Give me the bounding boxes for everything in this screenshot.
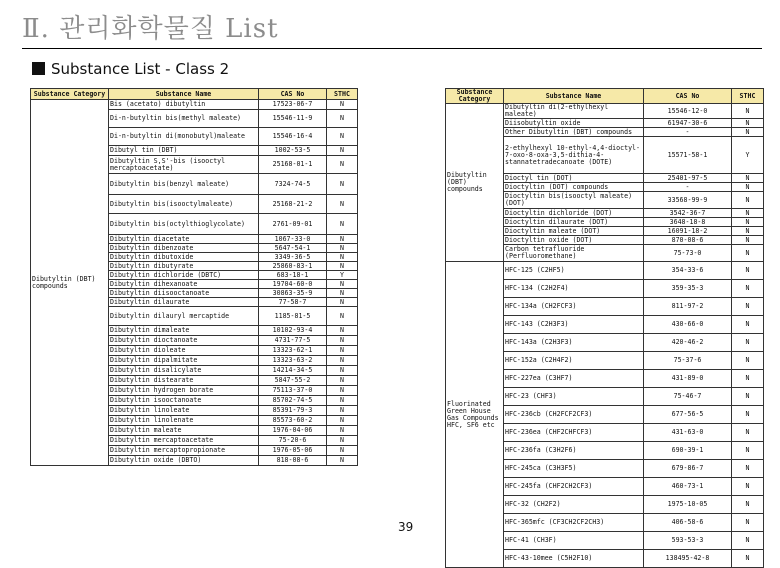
substance-name: Dibutyltin di(2-ethylhexyl maleate)	[504, 104, 644, 119]
substance-name: Dibutyltin dichloride (DBTC)	[109, 271, 259, 280]
substance-name: Dibutyltin mercaptopropionate	[109, 446, 259, 456]
substance-name: Dibutyltin mercaptoacetate	[109, 436, 259, 446]
cas-number: 818-08-6	[259, 456, 327, 466]
substance-name: HFC-227ea (C3HF7)	[504, 370, 644, 388]
cas-number: 75113-37-0	[259, 386, 327, 396]
sthc-flag: N	[732, 496, 764, 514]
substance-name: HFC-134 (C2H2F4)	[504, 280, 644, 298]
substance-name: Dibutyltin diacetate	[109, 235, 259, 244]
section-subtitle	[32, 60, 229, 78]
cas-number: 2761-09-01	[259, 214, 327, 235]
sthc-flag: N	[327, 235, 358, 244]
header-ghs: STHC	[732, 89, 764, 104]
cas-number: 3542-36-7	[644, 209, 732, 218]
title-divider	[22, 48, 762, 49]
substance-name: Bis (acetato) dibutyltin	[109, 100, 259, 110]
substance-name: Dibutyl tin (DBT)	[109, 146, 259, 156]
cas-number: 430-66-0	[644, 316, 732, 334]
table-header-row	[446, 89, 764, 104]
sthc-flag: N	[732, 406, 764, 424]
sthc-flag: N	[327, 436, 358, 446]
substance-name: HFC-245ca (C3H3F5)	[504, 460, 644, 478]
substance-name: HFC-236cb (CH2FCF2CF3)	[504, 406, 644, 424]
cas-number: 30863-35-9	[259, 289, 327, 298]
sthc-flag: N	[732, 192, 764, 209]
category-cell: Dibutyltin (DBT) compounds	[446, 104, 504, 262]
sthc-flag: N	[327, 214, 358, 235]
category-cell: Dibutyltin (DBT) compounds	[31, 100, 109, 466]
sthc-flag: N	[327, 174, 358, 195]
cas-number: 406-58-6	[644, 514, 732, 532]
sthc-flag: N	[732, 245, 764, 262]
substance-name: Dibutyltin distearate	[109, 376, 259, 386]
cas-number: 61947-30-6	[644, 119, 732, 128]
substance-name: HFC-134a (CH2FCF3)	[504, 298, 644, 316]
cas-number: 85573-60-2	[259, 416, 327, 426]
sthc-flag: N	[327, 366, 358, 376]
sthc-flag: N	[732, 460, 764, 478]
table-row	[446, 104, 764, 119]
sthc-flag: N	[327, 307, 358, 326]
cas-number: 15546-11-9	[259, 110, 327, 128]
substance-name: HFC-23 (CHF3)	[504, 388, 644, 406]
sthc-flag: N	[732, 262, 764, 280]
cas-number: 1975-10-05	[644, 496, 732, 514]
substance-table-left	[30, 88, 358, 466]
sthc-flag: N	[732, 227, 764, 236]
sthc-flag: N	[327, 386, 358, 396]
substance-name: Diisobutyltin oxide	[504, 119, 644, 128]
substance-name: HFC-143a (C2H3F3)	[504, 334, 644, 352]
cas-number: -	[644, 183, 732, 192]
substance-name: Dibutyltin linolenate	[109, 416, 259, 426]
table-row	[446, 262, 764, 280]
sthc-flag: N	[327, 289, 358, 298]
sthc-flag: N	[327, 456, 358, 466]
substance-name: Dioctyltin oxide (DOT)	[504, 236, 644, 245]
sthc-flag: N	[732, 316, 764, 334]
cas-number: 10102-93-4	[259, 326, 327, 336]
cas-number: 354-33-6	[644, 262, 732, 280]
substance-name: HFC-41 (CH3F)	[504, 532, 644, 550]
cas-number: 75-20-6	[259, 436, 327, 446]
header-cas: CAS No	[644, 89, 732, 104]
sthc-flag: N	[732, 370, 764, 388]
cas-number: 14214-34-5	[259, 366, 327, 376]
substance-name: Dibutyltin dimaleate	[109, 326, 259, 336]
sthc-flag: N	[327, 100, 358, 110]
cas-number: 7324-74-5	[259, 174, 327, 195]
cas-number: 420-46-2	[644, 334, 732, 352]
sthc-flag: N	[327, 253, 358, 262]
substance-table-right	[445, 88, 764, 568]
substance-name: HFC-236fa (C3H2F6)	[504, 442, 644, 460]
substance-name: Dioctyltin dichloride (DOT)	[504, 209, 644, 218]
sthc-flag: N	[327, 426, 358, 436]
table-row	[31, 100, 358, 110]
substance-name: Dibutyltin dibenzoate	[109, 244, 259, 253]
cas-number: 677-56-5	[644, 406, 732, 424]
sthc-flag: N	[327, 298, 358, 307]
sthc-flag: N	[732, 388, 764, 406]
substance-name: Dibutyltin diisooctanoate	[109, 289, 259, 298]
substance-name: Dibutyltin hydrogen borate	[109, 386, 259, 396]
header-category: Substance Category	[446, 89, 504, 104]
sthc-flag: N	[327, 146, 358, 156]
cas-number: 870-08-6	[644, 236, 732, 245]
cas-number: 683-18-1	[259, 271, 327, 280]
cas-number: 1002-53-5	[259, 146, 327, 156]
substance-name: Dibutyltin dipalmitate	[109, 356, 259, 366]
substance-name: Dibutyltin maleate	[109, 426, 259, 436]
cas-number: 25860-83-1	[259, 262, 327, 271]
sthc-flag: N	[327, 356, 358, 366]
cas-number: 13323-63-2	[259, 356, 327, 366]
sthc-flag: N	[732, 298, 764, 316]
cas-number: 85391-79-3	[259, 406, 327, 416]
cas-number: 679-86-7	[644, 460, 732, 478]
sthc-flag: N	[327, 244, 358, 253]
cas-number: -	[644, 128, 732, 137]
substance-name: HFC-143 (C2H3F3)	[504, 316, 644, 334]
cas-number: 75-73-0	[644, 245, 732, 262]
substance-name: Dibutyltin dihexanoate	[109, 280, 259, 289]
cas-number: 431-89-0	[644, 370, 732, 388]
sthc-flag: N	[327, 128, 358, 146]
substance-name: HFC-43-10mee (C5H2F10)	[504, 550, 644, 568]
substance-name: Dioctyltin maleate (DOT)	[504, 227, 644, 236]
substance-name: HFC-125 (C2HF5)	[504, 262, 644, 280]
sthc-flag: N	[327, 346, 358, 356]
sthc-flag: N	[327, 396, 358, 406]
substance-name: Dibutyltin S,S'-bis (isooctyl mercaptoacetate)	[109, 156, 259, 174]
sthc-flag: N	[732, 442, 764, 460]
substance-name: Dibutyltin bis(benzyl maleate)	[109, 174, 259, 195]
substance-name: Dioctyl tin (DOT)	[504, 174, 644, 183]
substance-name: Dibutyltin dilaurate	[109, 298, 259, 307]
cas-number: 5647-54-1	[259, 244, 327, 253]
bullet-square-icon	[32, 62, 45, 75]
sthc-flag: N	[732, 352, 764, 370]
substance-name: HFC-236ea (CHF2CHFCF3)	[504, 424, 644, 442]
substance-name: Other Dibutyltin (DBT) compounds	[504, 128, 644, 137]
cas-number: 690-39-1	[644, 442, 732, 460]
sthc-flag: N	[732, 478, 764, 496]
cas-number: 17523-06-7	[259, 100, 327, 110]
cas-number: 25401-97-5	[644, 174, 732, 183]
header-name: Substance Name	[109, 89, 259, 100]
cas-number: 77-58-7	[259, 298, 327, 307]
substance-name: Dibutyltin dilauryl mercaptide	[109, 307, 259, 326]
sthc-flag: N	[327, 336, 358, 346]
sthc-flag: N	[327, 446, 358, 456]
sthc-flag: N	[327, 280, 358, 289]
substance-name: Dibutyltin linoleate	[109, 406, 259, 416]
substance-name: 2-ethylhexyl 10-ethyl-4,4-dioctyl-7-oxo-8-oxa-3,5-dithia-4-stannatetradecanoate (DOTE)	[504, 137, 644, 174]
cas-number: 33568-99-9	[644, 192, 732, 209]
cas-number: 25168-01-1	[259, 156, 327, 174]
sthc-flag: N	[732, 218, 764, 227]
category-cell: Fluorinated Green House Gas Compounds HFC, SF6 etc	[446, 262, 504, 568]
sthc-flag: N	[732, 119, 764, 128]
substance-name: Dibutyltin dibutoxide	[109, 253, 259, 262]
cas-number: 1185-81-5	[259, 307, 327, 326]
substance-name: HFC-245fa (CHF2CH2CF3)	[504, 478, 644, 496]
sthc-flag: N	[732, 532, 764, 550]
substance-name: HFC-365mfc (CF3CH2CF2CH3)	[504, 514, 644, 532]
cas-number: 3349-36-5	[259, 253, 327, 262]
cas-number: 15546-12-0	[644, 104, 732, 119]
substance-name: Dibutyltin dibutyrate	[109, 262, 259, 271]
sthc-flag: N	[732, 104, 764, 119]
sthc-flag: N	[327, 195, 358, 214]
substance-name: HFC-152a (C2H4F2)	[504, 352, 644, 370]
substance-name: Dibutyltin bis(isooctylmaleate)	[109, 195, 259, 214]
header-ghs: STHC	[327, 89, 358, 100]
cas-number: 138495-42-8	[644, 550, 732, 568]
substance-name: Dioctyltin (DOT) compounds	[504, 183, 644, 192]
cas-number: 15571-58-1	[644, 137, 732, 174]
cas-number: 593-53-3	[644, 532, 732, 550]
cas-number: 15546-16-4	[259, 128, 327, 146]
sthc-flag: N	[327, 156, 358, 174]
sthc-flag: N	[732, 334, 764, 352]
substance-name: Di-n-butyltin bis(methyl maleate)	[109, 110, 259, 128]
sthc-flag: N	[732, 280, 764, 298]
sthc-flag: N	[732, 424, 764, 442]
sthc-flag: N	[327, 326, 358, 336]
substance-name: Dibutyltin dioleate	[109, 346, 259, 356]
header-category: Substance Category	[31, 89, 109, 100]
sthc-flag: N	[327, 110, 358, 128]
substance-name: Di-n-butyltin di(monobutyl)maleate	[109, 128, 259, 146]
subtitle-text: Substance List - Class 2	[51, 60, 230, 78]
cas-number: 4731-77-5	[259, 336, 327, 346]
substance-name: HFC-32 (CH2F2)	[504, 496, 644, 514]
sthc-flag: N	[732, 183, 764, 192]
sthc-flag: N	[732, 209, 764, 218]
substance-name: Dibutyltin dioctanoate	[109, 336, 259, 346]
sthc-flag: N	[327, 416, 358, 426]
cas-number: 3648-18-8	[644, 218, 732, 227]
sthc-flag: N	[327, 262, 358, 271]
cas-number: 1067-33-0	[259, 235, 327, 244]
cas-number: 431-63-0	[644, 424, 732, 442]
sthc-flag: N	[732, 550, 764, 568]
cas-number: 75-46-7	[644, 388, 732, 406]
cas-number: 460-73-1	[644, 478, 732, 496]
cas-number: 5847-55-2	[259, 376, 327, 386]
sthc-flag: N	[732, 236, 764, 245]
cas-number: 75-37-6	[644, 352, 732, 370]
cas-number: 811-97-2	[644, 298, 732, 316]
table-header-row	[31, 89, 358, 100]
cas-number: 19704-60-0	[259, 280, 327, 289]
cas-number: 1976-04-06	[259, 426, 327, 436]
sthc-flag: Y	[732, 137, 764, 174]
substance-name: Dibutyltin isooctanoate	[109, 396, 259, 406]
cas-number: 13323-62-1	[259, 346, 327, 356]
sthc-flag: N	[732, 174, 764, 183]
cas-number: 359-35-3	[644, 280, 732, 298]
header-name: Substance Name	[504, 89, 644, 104]
substance-name: Dioctyltin dilaurate (DOT)	[504, 218, 644, 227]
substance-name: Carbon tetrafluoride (Perfluoromethane)	[504, 245, 644, 262]
cas-number: 85702-74-5	[259, 396, 327, 406]
sthc-flag: N	[732, 128, 764, 137]
substance-name: Dibutyltin oxide (DBTO)	[109, 456, 259, 466]
sthc-flag: N	[327, 376, 358, 386]
cas-number: 25168-21-2	[259, 195, 327, 214]
sthc-flag: N	[327, 406, 358, 416]
page-title: Ⅱ. 관리화학물질 List	[22, 14, 279, 44]
header-cas: CAS No	[259, 89, 327, 100]
page-number: 39	[398, 520, 414, 534]
cas-number: 1976-05-06	[259, 446, 327, 456]
cas-number: 16091-18-2	[644, 227, 732, 236]
substance-name: Dioctyltin bis(isooctyl maleate) (DOT)	[504, 192, 644, 209]
substance-name: Dibutyltin disalicylate	[109, 366, 259, 376]
sthc-flag: Y	[327, 271, 358, 280]
substance-name: Dibutyltin bis(octylthioglycolate)	[109, 214, 259, 235]
sthc-flag: N	[732, 514, 764, 532]
